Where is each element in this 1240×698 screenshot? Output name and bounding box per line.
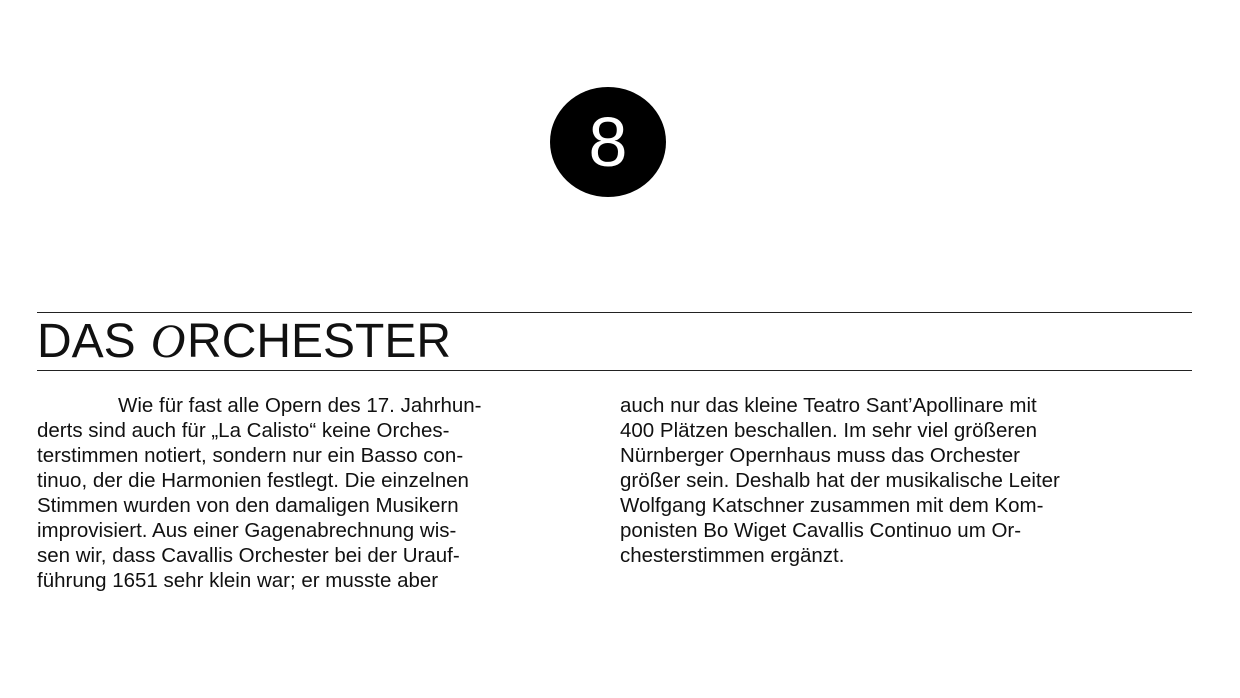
text-line: Nürnberger Opernhaus muss das Orchester: [620, 444, 1020, 467]
text-line: führung 1651 sehr klein war; er musste aber: [37, 569, 439, 592]
text-line: Wie für fast alle Opern des 17. Jahrhun-: [118, 394, 482, 417]
section-number-badge: [550, 87, 666, 197]
headline-part-1: DAS: [37, 315, 150, 368]
section-number: 8: [588, 103, 628, 181]
text-line: ponisten Bo Wiget Cavallis Continuo um Or-: [620, 519, 1022, 542]
headline-bottom-rule: [37, 370, 1192, 371]
body-column-right: [620, 393, 1195, 568]
text-line: sen wir, dass Cavallis Orchester bei der Urauf-: [37, 544, 460, 567]
headline-top-rule: [37, 312, 1192, 313]
section-headline: [37, 315, 451, 369]
text-line: 400 Plätzen beschallen. Im sehr viel größeren: [620, 419, 1038, 442]
text-line: terstimmen notiert, sondern nur ein Basso con-: [37, 444, 464, 467]
text-line: improvisiert. Aus einer Gagenabrechnung wis-: [37, 519, 457, 542]
headline-part-2: RCHESTER: [187, 315, 452, 368]
text-line: Stimmen wurden von den damaligen Musikern: [37, 494, 459, 517]
text-line: tinuo, der die Harmonien festlegt. Die einzelnen: [37, 469, 469, 492]
text-line: größer sein. Deshalb hat der musikalische Leiter: [620, 469, 1060, 492]
text-line: chesterstimmen ergänzt.: [620, 544, 845, 567]
text-line: auch nur das kleine Teatro Sant’Apollinare mit: [620, 394, 1037, 417]
text-line: derts sind auch für „La Calisto“ keine Orches-: [37, 419, 450, 442]
headline-decorative-letter: O: [150, 315, 186, 368]
text-line: Wolfgang Katschner zusammen mit dem Kom-: [620, 494, 1044, 517]
body-column-left: [37, 393, 612, 593]
